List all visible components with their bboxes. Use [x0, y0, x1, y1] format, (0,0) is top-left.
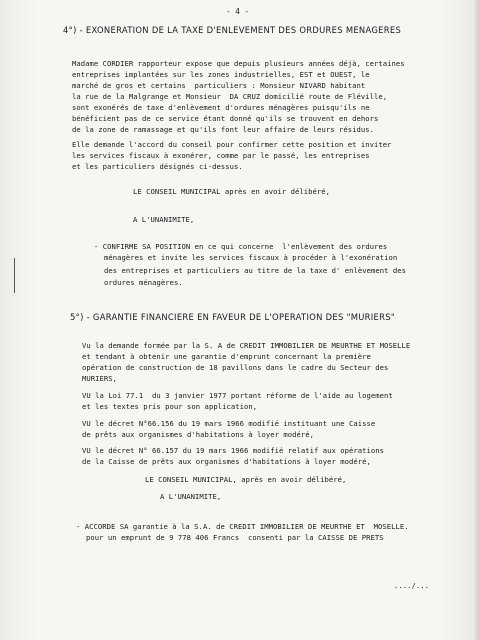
margin-mark: [14, 258, 15, 293]
text-line: de la zone de ramassage et qu'ils font leur affaire de leurs résidus.: [72, 125, 375, 134]
text-line: opération de construction de 18 pavillons dans le cadre du Secteur des: [82, 363, 389, 372]
text-line: MURIERS,: [82, 374, 118, 383]
text-line: marché de gros et certains particuliers : Monsieur NIVARD habitant: [72, 81, 366, 90]
section-5-unanimity: A L'UNANIMITE,: [160, 492, 222, 501]
text-line: ménagères et invite les services fiscaux à procéder à l'exonération: [104, 253, 398, 262]
text-line: bénéficient pas de ce service étant donné qu'ils se trouvent en dehors: [72, 114, 379, 123]
section-5-council-statement: LE CONSEIL MUNICIPAL, après en avoir délibéré,: [145, 475, 347, 484]
text-line: Elle demande l'accord du conseil pour confirmer cette position et inviter: [72, 140, 392, 149]
text-line: VU la Loi 77.1 du 3 janvier 1977 portant réforme de l'aide au logement: [82, 391, 393, 400]
text-line: sont exonérés de taxe d'enlèvement d'ordures ménagères puisqu'ils ne: [72, 103, 370, 112]
section-4-council-statement: LE CONSEIL MUNICIPAL après en avoir délibéré,: [133, 187, 330, 196]
section-4-title: 4°) - EXONERATION DE LA TAXE D'ENLEVEMENT DES ORDURES MENAGERES: [63, 25, 402, 35]
section-4-unanimity: A L'UNANIMITE,: [133, 215, 195, 224]
text-line: VU le décret N°66.156 du 19 mars 1966 modifié instituant une Caisse: [82, 419, 376, 428]
text-line: la rue de la Malgrange et Monsieur DA CRUZ domicilié route de Fléville,: [72, 92, 388, 101]
page-number: - 4 -: [226, 7, 250, 16]
text-line: les services fiscaux à exonérer, comme par le passé, les entreprises: [72, 151, 370, 160]
text-line: de la Caisse de prêts aux organismes d'habitations à loyer modéré,: [82, 457, 371, 466]
continuation-marker: ..../...: [394, 581, 430, 590]
text-line: pour un emprunt de 9 778 406 Francs consenti par la CAISSE DE PRETS: [86, 533, 384, 542]
text-line: des entreprises et particuliers au titre de la taxe d' enlèvement des: [104, 266, 407, 275]
text-line: entreprises implantées sur les zones industrielles, EST et OUEST, le: [72, 70, 370, 79]
page-edge-shadow: [473, 0, 479, 640]
text-line: et les textes pris pour son application,: [82, 402, 258, 411]
text-line: Vu la demande formée par la S. A de CREDIT IMMOBILIER DE MEURTHE ET MOSELLE: [82, 341, 411, 350]
text-line: et les particuliers désignés ci-dessus.: [72, 162, 243, 171]
section-5-title: 5°) - GARANTIE FINANCIERE EN FAVEUR DE L'OPERATION DES "MURIERS": [70, 312, 396, 322]
text-line: - ACCORDE SA garantie à la S.A. de CREDIT IMMOBILIER DE MEURTHE ET MOSELLE.: [76, 522, 409, 531]
text-line: Madame CORDIER rapporteur expose que depuis plusieurs années déjà, certaines: [72, 59, 405, 68]
text-line: de prêts aux organismes d'habitations à loyer modéré,: [82, 430, 314, 439]
text-line: ordures ménagères.: [104, 278, 183, 287]
text-line: et tendant à obtenir une garantie d'emprunt concernant la première: [82, 352, 371, 361]
text-line: VU le décret N° 66.157 du 19 mars 1966 modifié relatif aux opérations: [82, 446, 385, 455]
text-line: - CONFIRME SA POSITION en ce qui concerne l'enlèvement des ordures: [94, 242, 388, 251]
